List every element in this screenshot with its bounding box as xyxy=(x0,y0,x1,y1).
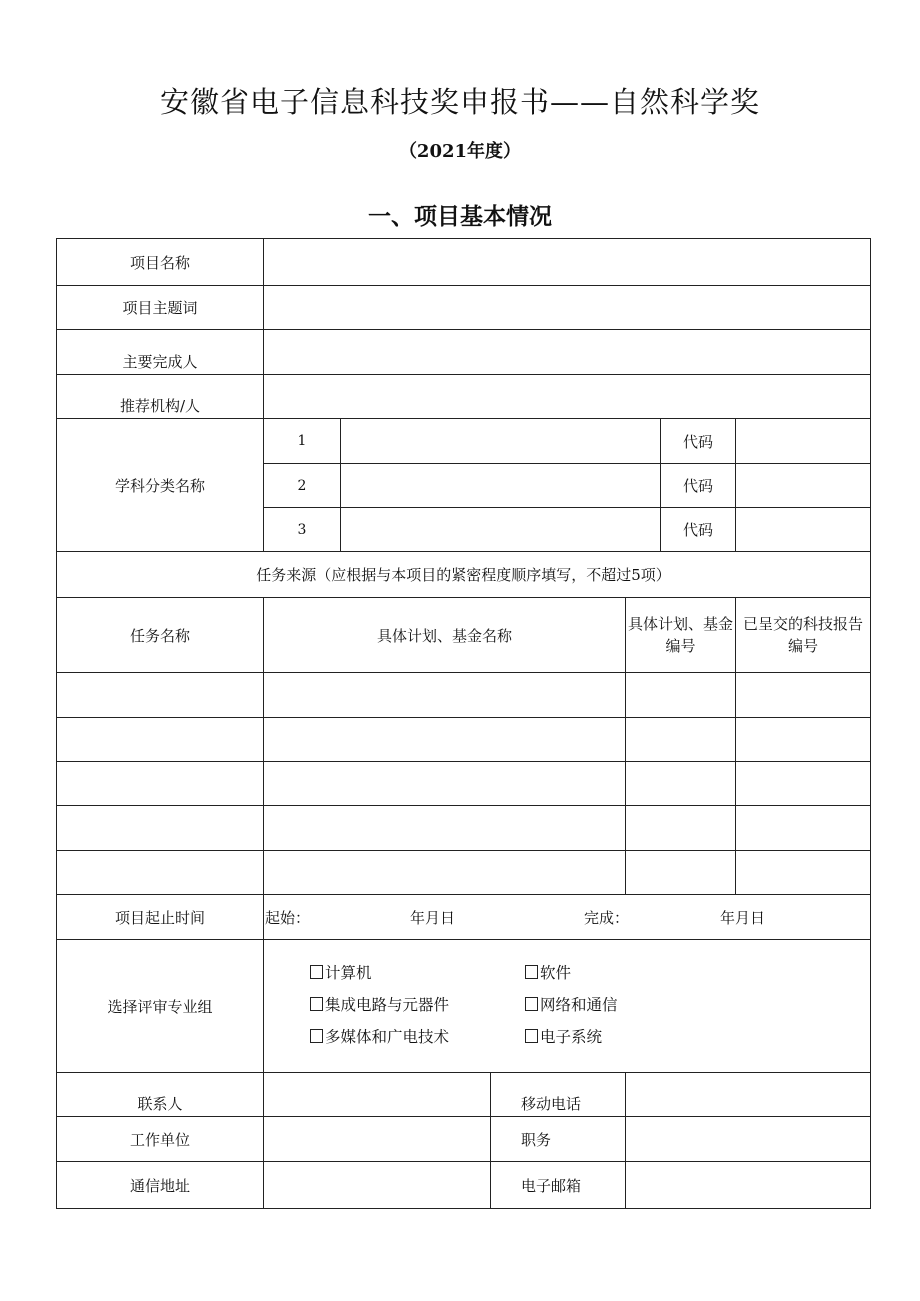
discipline-code-field[interactable] xyxy=(736,419,871,464)
end-label: 完成： xyxy=(584,909,630,927)
project-name-field[interactable] xyxy=(264,239,871,286)
option-electronic-systems[interactable]: 电子系统 xyxy=(525,1025,725,1047)
task-name-cell[interactable] xyxy=(57,718,264,762)
discipline-name-field[interactable] xyxy=(341,508,661,552)
review-group-options xyxy=(264,940,871,1073)
end-date[interactable]: 年月日 xyxy=(720,909,766,927)
position-field[interactable] xyxy=(626,1117,871,1162)
project-keywords-label: 项目主题词 xyxy=(57,286,264,330)
task-name-cell[interactable] xyxy=(57,851,264,895)
task-plan-number-cell[interactable] xyxy=(626,762,736,806)
option-multimedia-broadcast[interactable]: 多媒体和广电技术 xyxy=(310,1025,525,1047)
task-report-number-cell[interactable] xyxy=(736,718,871,762)
task-source-label: 任务来源（应根据与本项目的紧密程度顺序填写，不超过5项） xyxy=(57,552,871,598)
main-contributors-field[interactable] xyxy=(264,330,871,375)
task-name-cell[interactable] xyxy=(57,762,264,806)
contact-label: 联系人 xyxy=(57,1073,264,1117)
main-contributors-label: 主要完成人 xyxy=(57,330,264,375)
task-header-plan-number: 具体计划、基金编号 xyxy=(626,598,736,673)
task-header-name: 任务名称 xyxy=(57,598,264,673)
discipline-code-label: 代码 xyxy=(661,508,736,552)
task-report-number-cell[interactable] xyxy=(736,806,871,851)
task-plan-number-cell[interactable] xyxy=(626,806,736,851)
project-period-label: 项目起止时间 xyxy=(57,895,264,940)
project-keywords-field[interactable] xyxy=(264,286,871,330)
start-date[interactable]: 年月日 xyxy=(410,909,456,927)
checkbox-icon[interactable] xyxy=(310,965,323,979)
mobile-label: 移动电话 xyxy=(491,1073,626,1117)
checkbox-icon[interactable] xyxy=(525,997,538,1011)
task-name-cell[interactable] xyxy=(57,673,264,718)
task-plan-cell[interactable] xyxy=(264,806,626,851)
task-report-number-cell[interactable] xyxy=(736,851,871,895)
address-label: 通信地址 xyxy=(57,1162,264,1209)
task-report-number-cell[interactable] xyxy=(736,673,871,718)
discipline-index: 2 xyxy=(264,464,341,508)
task-header-report-number: 已呈交的科技报告编号 xyxy=(736,598,871,673)
option-ic-components[interactable]: 集成电路与元器件 xyxy=(310,993,525,1015)
task-plan-cell[interactable] xyxy=(264,851,626,895)
task-plan-cell[interactable] xyxy=(264,762,626,806)
discipline-code-label: 代码 xyxy=(661,464,736,508)
task-plan-cell[interactable] xyxy=(264,673,626,718)
project-info-table xyxy=(56,238,871,1209)
address-field[interactable] xyxy=(264,1162,491,1209)
contact-field[interactable] xyxy=(264,1073,491,1117)
checkbox-icon[interactable] xyxy=(525,965,538,979)
discipline-index: 3 xyxy=(264,508,341,552)
checkbox-icon[interactable] xyxy=(310,1029,323,1043)
task-plan-number-cell[interactable] xyxy=(626,851,736,895)
task-plan-number-cell[interactable] xyxy=(626,673,736,718)
project-period-field[interactable] xyxy=(264,895,871,940)
work-unit-label: 工作单位 xyxy=(57,1117,264,1162)
option-software[interactable]: 软件 xyxy=(525,961,725,983)
recommender-label: 推荐机构/人 xyxy=(57,375,264,419)
task-report-number-cell[interactable] xyxy=(736,762,871,806)
recommender-field[interactable] xyxy=(264,375,871,419)
project-name-label: 项目名称 xyxy=(57,239,264,286)
email-label: 电子邮箱 xyxy=(491,1162,626,1209)
start-label: 起始： xyxy=(265,909,311,927)
discipline-index: 1 xyxy=(264,419,341,464)
option-computer[interactable]: 计算机 xyxy=(310,961,525,983)
review-group-label: 选择评审专业组 xyxy=(57,940,264,1073)
document-year: （2021年度） xyxy=(398,141,522,162)
section-title: 一、项目基本情况 xyxy=(368,204,552,230)
document-title: 安徽省电子信息科技奖申报书——自然科学奖 xyxy=(159,85,760,119)
checkbox-icon[interactable] xyxy=(310,997,323,1011)
position-label: 职务 xyxy=(491,1117,626,1162)
discipline-code-label: 代码 xyxy=(661,419,736,464)
email-field[interactable] xyxy=(626,1162,871,1209)
discipline-label: 学科分类名称 xyxy=(57,419,264,552)
checkbox-icon[interactable] xyxy=(525,1029,538,1043)
discipline-name-field[interactable] xyxy=(341,419,661,464)
discipline-code-field[interactable] xyxy=(736,464,871,508)
task-name-cell[interactable] xyxy=(57,806,264,851)
task-header-plan: 具体计划、基金名称 xyxy=(264,598,626,673)
work-unit-field[interactable] xyxy=(264,1117,491,1162)
discipline-code-field[interactable] xyxy=(736,508,871,552)
task-plan-number-cell[interactable] xyxy=(626,718,736,762)
discipline-name-field[interactable] xyxy=(341,464,661,508)
mobile-field[interactable] xyxy=(626,1073,871,1117)
task-plan-cell[interactable] xyxy=(264,718,626,762)
option-network-communication[interactable]: 网络和通信 xyxy=(525,993,725,1015)
